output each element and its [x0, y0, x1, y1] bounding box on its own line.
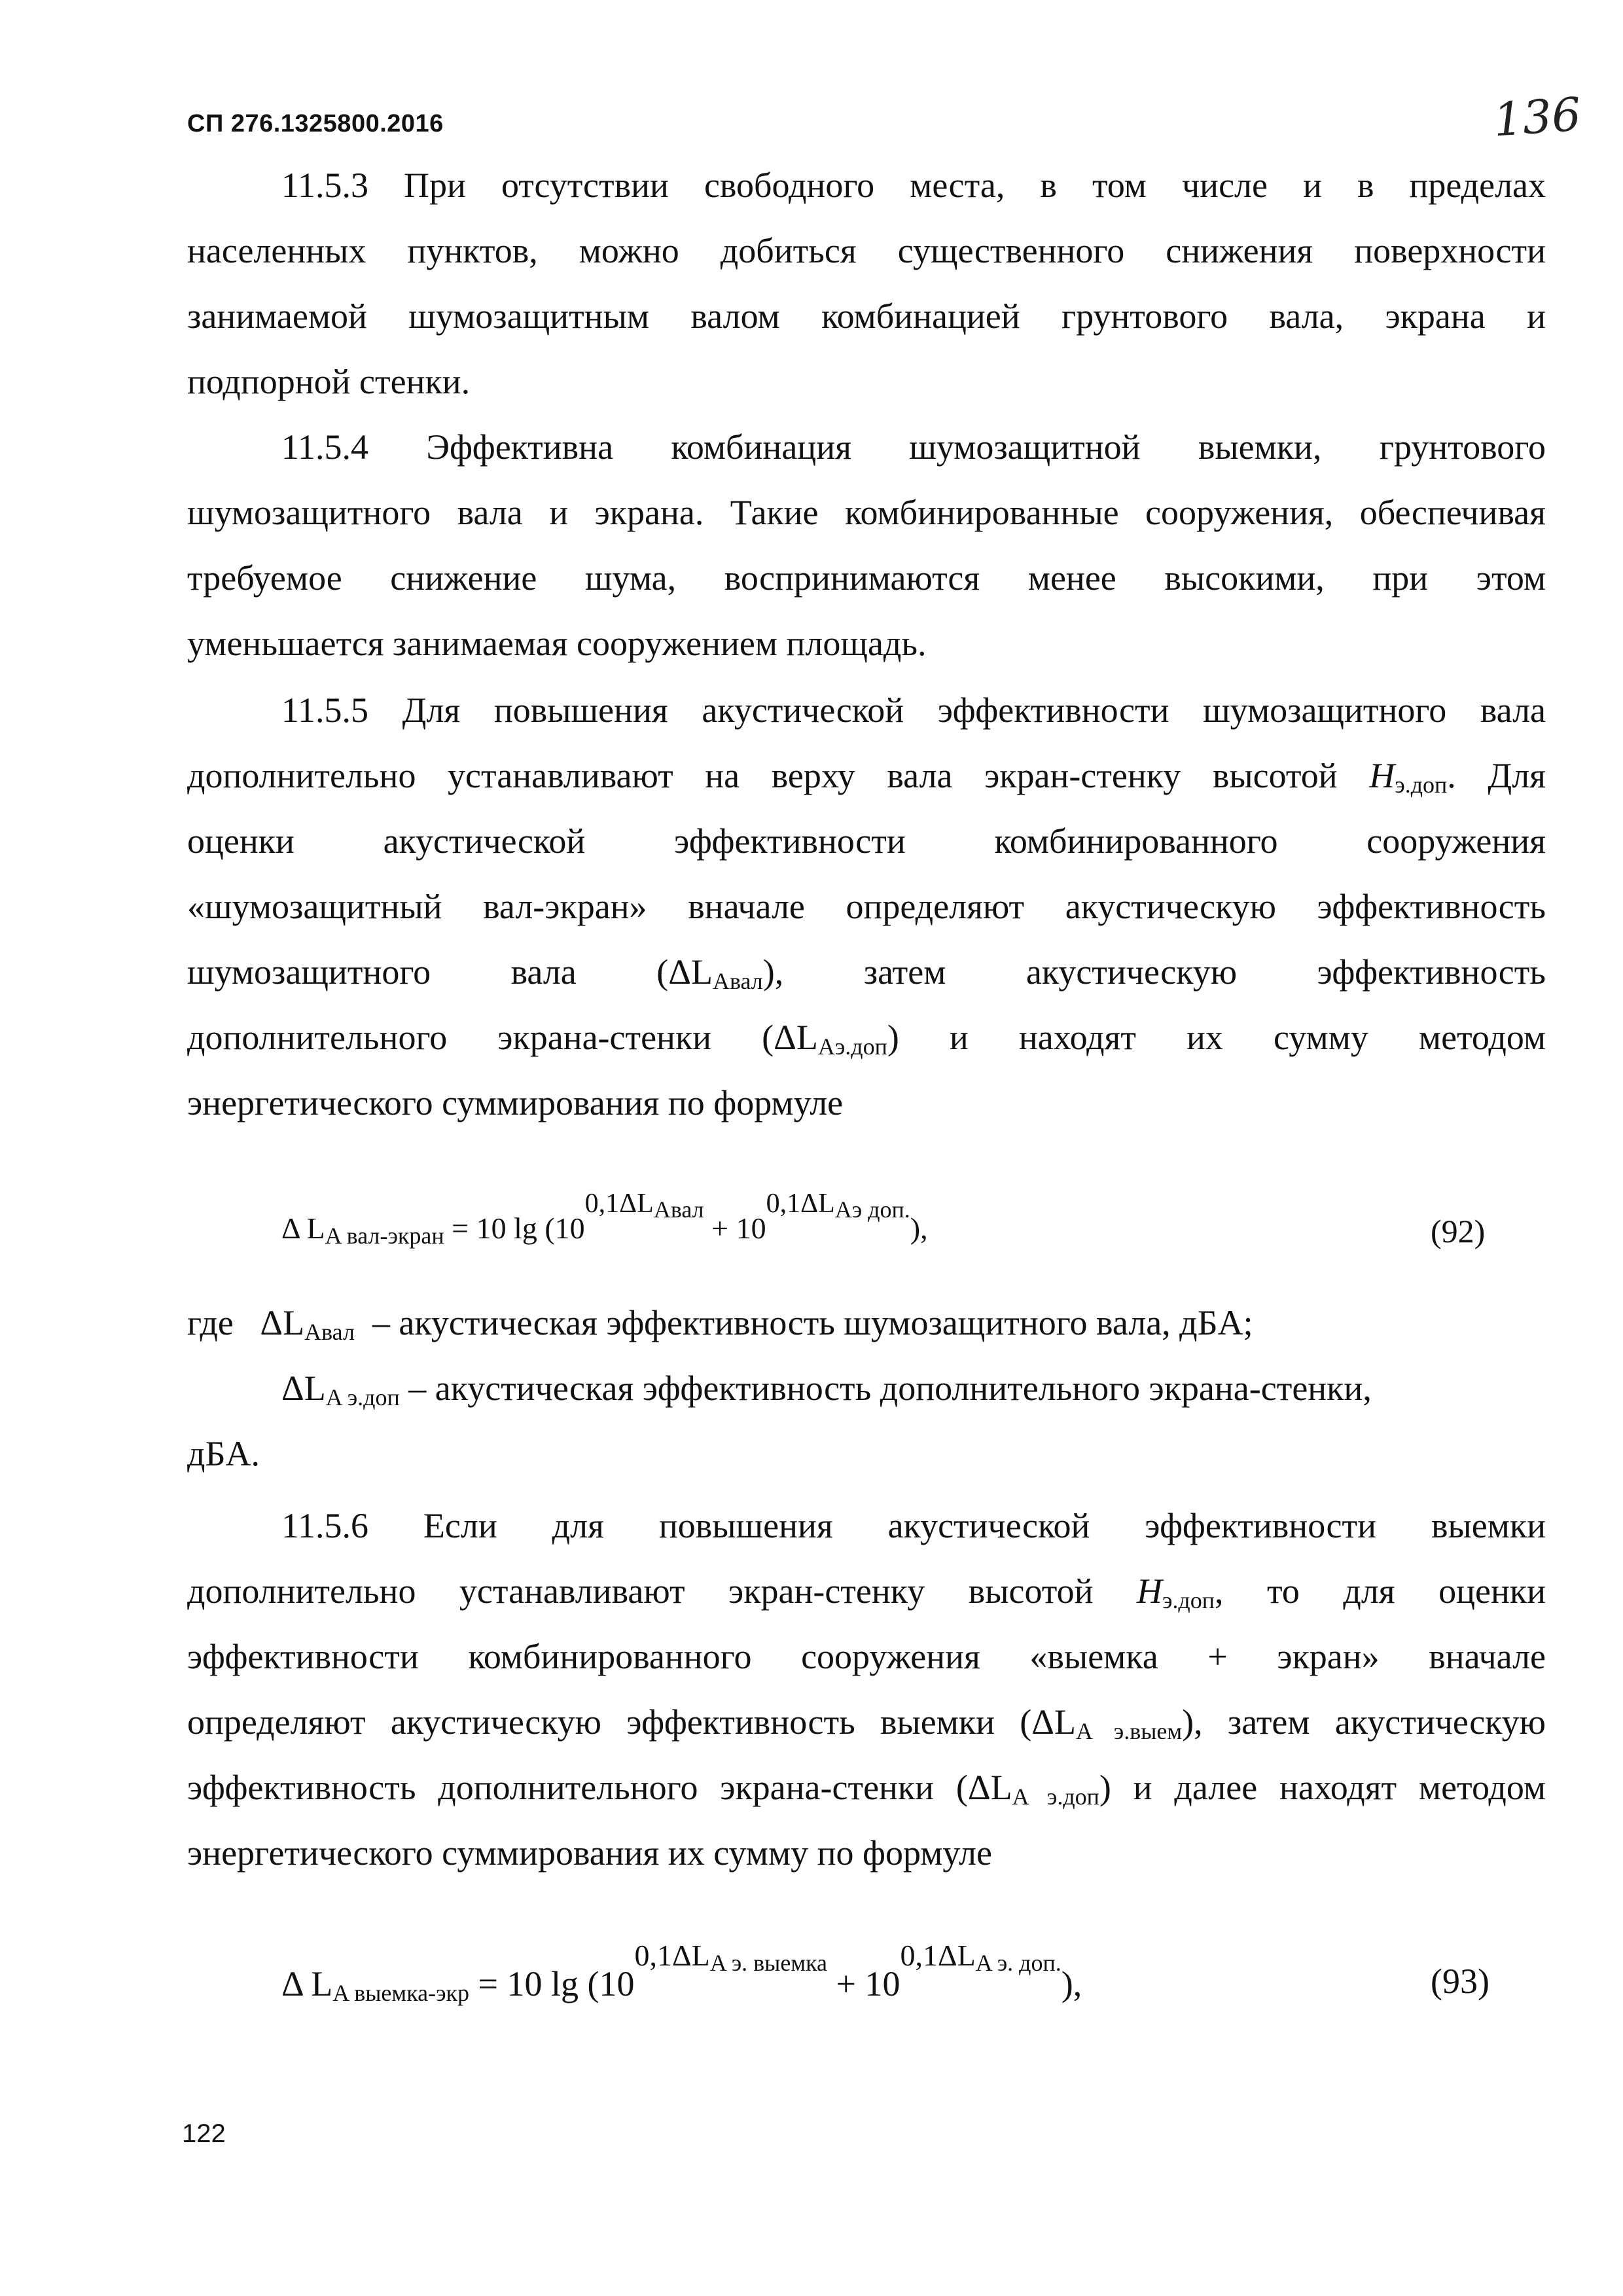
paragraph-line: 11.5.5 Для повышения акустической эффективности шумозащитного вала — [281, 691, 1546, 730]
subscript: A вал-экран — [325, 1223, 444, 1249]
paragraph-line: 11.5.6 Если для повышения акустической эффективности выемки — [281, 1506, 1546, 1545]
symbol: ΔL — [260, 1303, 305, 1342]
subscript: A выемка-экр — [332, 1980, 470, 2006]
equation-92 — [281, 1189, 928, 1249]
eq-term: = 10 lg (10 — [478, 1964, 635, 2003]
paragraph-line — [187, 1767, 1546, 1817]
text-segment: шумозащитного вала (ΔL — [187, 952, 713, 992]
variable: H — [1136, 1571, 1162, 1611]
paragraph-line: населенных пунктов, можно добиться существенного снижения поверхности — [187, 231, 1546, 270]
variable: H — [1369, 756, 1395, 795]
handwritten-page-number: 136 — [1491, 87, 1583, 147]
text-segment: эффективность дополнительного экрана-стенки (ΔL — [187, 1768, 1012, 1807]
paragraph-line: энергетического суммирования их сумму по формуле — [187, 1833, 992, 1873]
subscript: э.доп — [1162, 1587, 1215, 1613]
subscript: Aвал — [653, 1196, 704, 1223]
text-segment: ) и находят их сумму методом — [887, 1018, 1546, 1057]
definition-line: дБA. — [187, 1434, 260, 1473]
exponent: 0,1ΔL — [634, 1939, 710, 1972]
text-segment: ), затем акустическую эффективность — [762, 952, 1546, 992]
paragraph-line: уменьшается занимаемая сооружением площадь. — [187, 624, 927, 663]
text-segment: . Для — [1447, 756, 1546, 795]
subscript: э.доп — [1395, 772, 1448, 798]
text-segment: определяют акустическую эффективность выемки (ΔL — [187, 1702, 1076, 1742]
eq-lhs: Δ L — [281, 1211, 325, 1245]
definition-line — [187, 1302, 1253, 1352]
eq-term: ), — [1061, 1964, 1082, 2003]
paragraph-line: подпорной стенки. — [187, 362, 471, 401]
document-code: СП 276.1325800.2016 — [187, 110, 444, 137]
definition-line — [281, 1368, 1372, 1418]
text-segment: ), затем акустическую — [1182, 1702, 1546, 1742]
symbol: ΔL — [281, 1369, 326, 1408]
paragraph-line: 11.5.4 Эффективна комбинация шумозащитной выемки, грунтового — [281, 427, 1546, 467]
paragraph-line: «шумозащитный вал-экран» вначале определяют акустическую эффективность — [187, 887, 1546, 926]
equation-number: (92) — [1431, 1213, 1486, 1249]
definition-text: – акустическая эффективность дополнительного экрана-стенки, — [408, 1369, 1372, 1408]
paragraph-line: занимаемой шумозащитным валом комбинацией грунтового вала, экрана и — [187, 296, 1546, 336]
subscript: Aвал — [304, 1319, 355, 1345]
paragraph-line: оценки акустической эффективности комбинированного сооружения — [187, 821, 1546, 861]
paragraph-line — [187, 1017, 1546, 1067]
paragraph-line: требуемое снижение шума, воспринимаются менее высокими, при этом — [187, 558, 1546, 598]
paragraph-line: шумозащитного вала и экрана. Такие комбинированные сооружения, обеспечивая — [187, 493, 1546, 532]
paragraph-line: эффективности комбинированного сооружения «выемка + экран» вначале — [187, 1637, 1546, 1676]
eq-term: ), — [910, 1211, 928, 1245]
eq-lhs: Δ L — [281, 1964, 333, 2003]
page-number: 122 — [182, 2119, 226, 2148]
text-segment: дополнительного экрана-стенки (ΔL — [187, 1018, 818, 1057]
subscript: A э. доп. — [975, 1950, 1061, 1976]
subscript: Aэ доп. — [834, 1196, 910, 1223]
subscript: A э.выем — [1076, 1718, 1183, 1744]
paragraph-line — [187, 952, 1546, 1001]
eq-term: + 10 — [836, 1964, 901, 2003]
exponent: 0,1ΔL — [900, 1939, 976, 1972]
exponent: 0,1ΔL — [584, 1189, 654, 1219]
text-segment: , то для оценки — [1215, 1571, 1546, 1611]
exponent: 0,1ΔL — [766, 1189, 835, 1219]
where-label: где — [187, 1303, 234, 1342]
text-segment: ) и далее находят методом — [1099, 1768, 1546, 1807]
definition-text: – акустическая эффективность шумозащитного вала, дБA; — [372, 1303, 1253, 1342]
equation-number: (93) — [1431, 1962, 1489, 2001]
subscript: Aвал — [712, 968, 763, 994]
text-segment: дополнительно устанавливают экран-стенку высотой — [187, 1571, 1137, 1611]
subscript: Aэ.доп — [817, 1033, 887, 1060]
subscript: A э.доп — [1012, 1784, 1099, 1810]
subscript: A э.доп — [325, 1384, 400, 1410]
paragraph-line — [187, 1571, 1546, 1621]
paragraph-line: энергетического суммирования по формуле — [187, 1083, 844, 1122]
paragraph-line — [187, 755, 1546, 805]
text-segment: дополнительно устанавливают на верху вала экран-стенку высотой — [187, 756, 1370, 795]
subscript: A э. выемка — [709, 1950, 828, 1976]
eq-term: + 10 — [711, 1211, 766, 1245]
paragraph-line — [187, 1702, 1546, 1751]
eq-term: = 10 lg (10 — [452, 1211, 585, 1245]
paragraph-line: 11.5.3 При отсутствии свободного места, в том числе и в пределах — [281, 166, 1546, 205]
